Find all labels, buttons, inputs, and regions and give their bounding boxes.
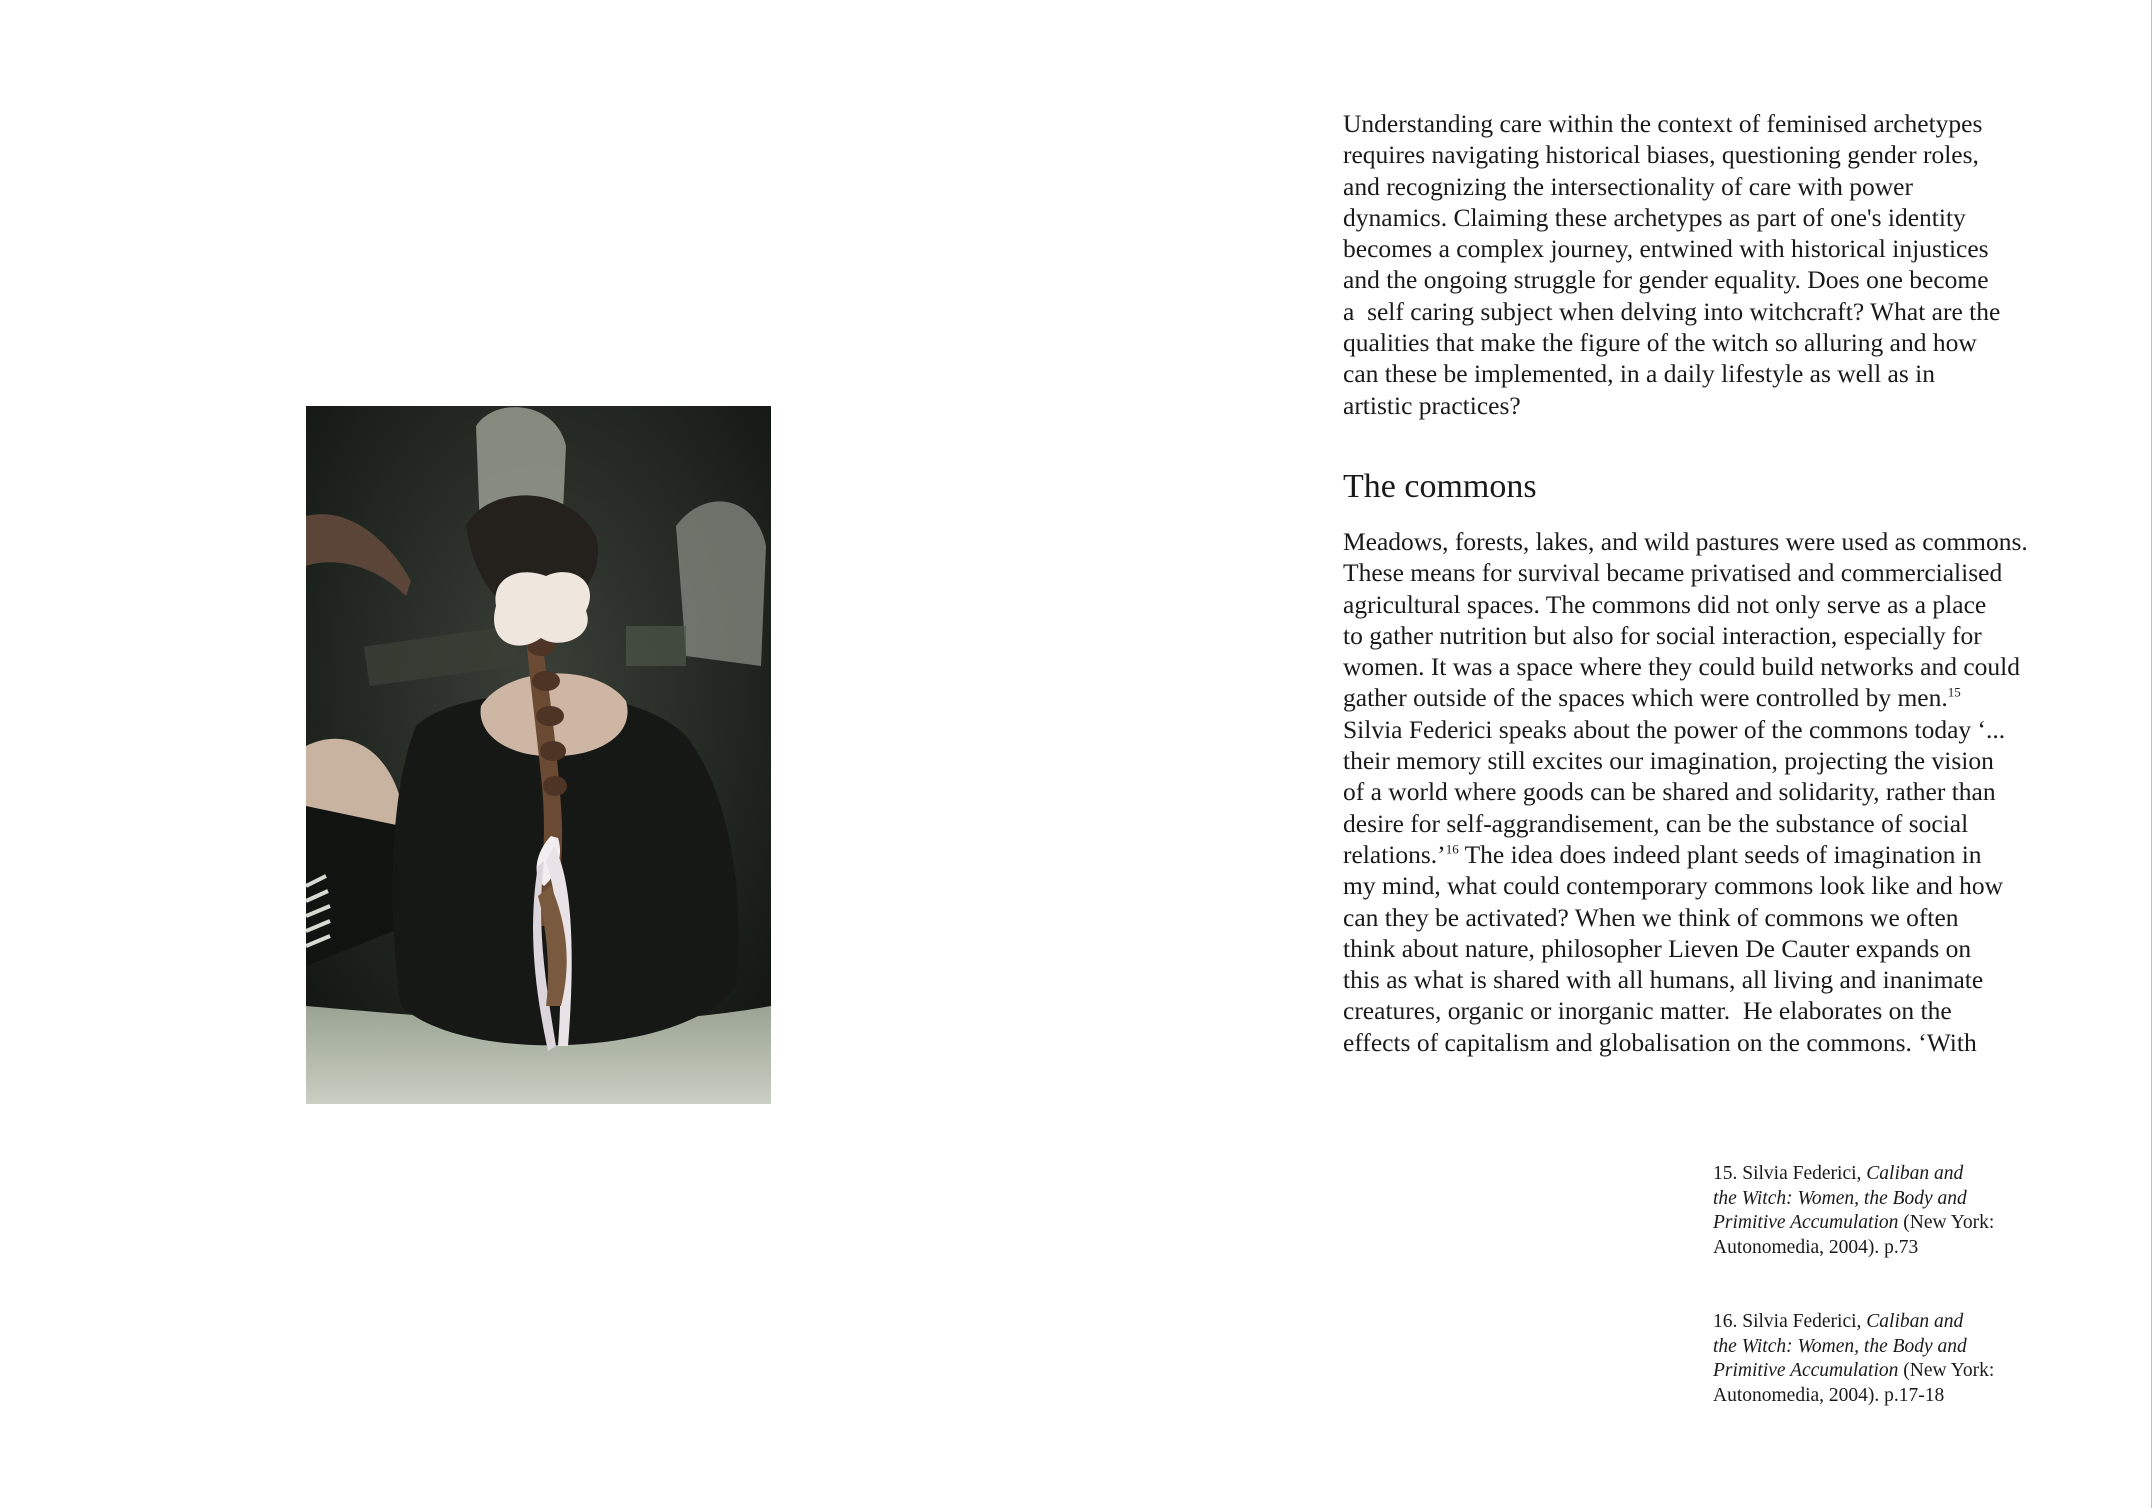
text-line: desire for self-aggrandisement, can be the substance of social [1343,808,1969,838]
text-line: can they be activated? When we think of commons we often [1343,902,1959,932]
footnote-16 [1713,1310,2033,1408]
section-heading: The commons [1343,468,1537,505]
scrunchie [494,572,590,646]
text-line: artistic practices? [1343,390,1521,420]
footnote-line [1713,1359,2033,1384]
footnote-publisher: (New York: [1898,1212,1995,1233]
text-line: These means for survival became privatised and commercialised [1343,558,2003,588]
text-line: becomes a complex journey, entwined with historical injustices [1343,234,1989,264]
footnote-line [1713,1162,2033,1187]
text-line: think about nature, philosopher Lieven De Cauter expands on [1343,933,1972,963]
text-line: Understanding care within the context of feminised archetypes [1343,109,1983,138]
text-line: my mind, what could contemporary commons look like and how [1343,871,2004,901]
text-line: and the ongoing struggle for gender equality. Does one become [1343,265,1989,295]
text-line [1343,682,2063,713]
text-line: Silvia Federici speaks about the power of the commons today ‘... [1343,714,2006,744]
text-line: creatures, organic or inorganic matter. He elaborates on the [1343,996,1952,1026]
photograph [306,406,771,1104]
footnote-publisher: (New York: [1898,1360,1995,1381]
text-line: to gather nutrition but also for social interaction, especially for [1343,620,1982,650]
footnote-ref-16[interactable]: 16 [1445,841,1459,857]
text-segment: relations.’ [1343,839,1446,869]
footnote-ref-15[interactable]: 15 [1947,684,1961,700]
text-line: this as what is shared with all humans, all living and inanimate [1343,965,1984,995]
text-line: a self caring subject when delving into witchcraft? What are the [1343,296,2001,326]
text-line: of a world where goods can be shared and solidarity, rather than [1343,777,1996,807]
footnote-line [1713,1187,2033,1212]
commons-text-block [1343,526,2063,1058]
photograph-illustration [306,406,771,1104]
text-line: can these be implemented, in a daily lifestyle as well as in [1343,359,1935,389]
text-line: dynamics. Claiming these archetypes as part of one's identity [1343,202,1966,232]
footnote-title: Primitive Accumulation [1713,1360,1899,1381]
text-line: requires navigating historical biases, questioning gender roles, [1343,140,1979,170]
text-segment: gather outside of the spaces which were controlled by men. [1343,683,1948,713]
footnote-line: Autonomedia, 2004). p.73 [1713,1236,1919,1258]
text-segment: The idea does indeed plant seeds of imagination in [1458,839,1982,869]
text-line: women. It was a space where they could build networks and could [1343,652,2020,682]
intro-paragraph [1343,108,2063,421]
chair-shape [676,501,766,666]
text-line: their memory still excites our imagination, projecting the vision [1343,746,1994,776]
text-line: qualities that make the figure of the witch so alluring and how [1343,328,1977,358]
page-edge-divider [2151,0,2152,1508]
text-line [1343,839,2063,870]
text-line: agricultural spaces. The commons did not only serve as a place [1343,589,1987,619]
text-line: and recognizing the intersectionality of care with power [1343,171,1913,201]
footnote-title: the Witch: Women, the Body and [1713,1187,1967,1209]
intro-text-block [1343,108,2063,421]
footnote-author: 16. Silvia Federici, [1713,1311,1867,1332]
footnote-title: Caliban and [1866,1163,1964,1184]
text-line: Meadows, forests, lakes, and wild pastures were used as commons. [1343,527,2028,556]
commons-paragraph [1343,526,2063,1058]
footnote-line [1713,1335,2033,1360]
footnote-line [1713,1310,2033,1335]
footnote-author: 15. Silvia Federici, [1713,1163,1867,1184]
footnote-line: Autonomedia, 2004). p.17-18 [1713,1384,1945,1406]
text-line: effects of capitalism and globalisation on the commons. ‘With [1343,1027,1977,1057]
footnote-title: Caliban and [1866,1311,1964,1332]
footnote-15 [1713,1162,2033,1260]
footnote-title: Primitive Accumulation [1713,1212,1899,1233]
footnote-title: the Witch: Women, the Body and [1713,1335,1967,1357]
footnote-line [1713,1211,2033,1236]
